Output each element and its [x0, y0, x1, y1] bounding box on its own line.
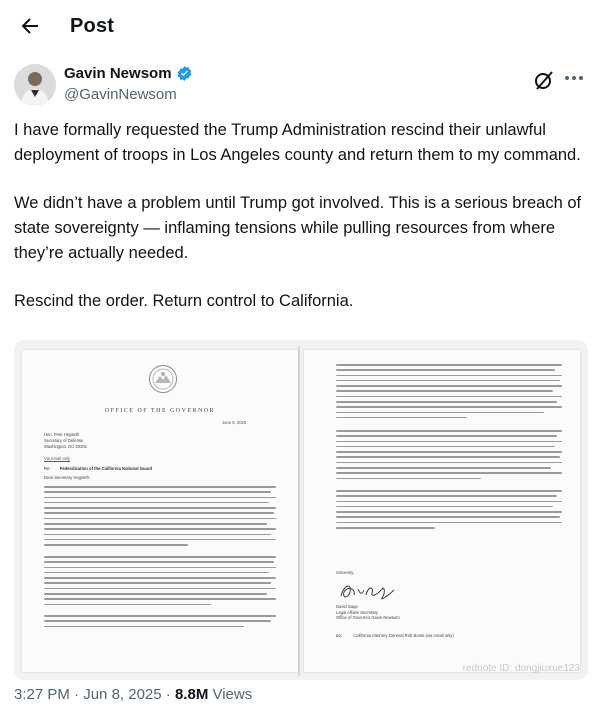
letter-date: June 8, 2025 [222, 420, 247, 425]
subject-text: Federalization of the California National Guard [59, 466, 153, 471]
signer-line: Legal Affairs Secretary [336, 609, 379, 615]
letter-body-text [336, 490, 562, 532]
tweet-paragraph: I have formally requested the Trump Administration rescind their unlawful deployment of troops in Los Angeles county and return them to my command. [14, 121, 581, 164]
letter-body-text [336, 430, 562, 483]
letter-body-text [44, 615, 276, 631]
post-date[interactable]: Jun 8, 2025 [83, 686, 162, 703]
letter-closing: Sincerely, [336, 570, 355, 575]
meta-separator: · [161, 686, 175, 703]
tweet-text [14, 118, 588, 337]
author-name[interactable]: Gavin Newsom [64, 65, 172, 82]
author-handle[interactable]: @GavinNewsom [64, 86, 177, 103]
attached-image[interactable] [14, 340, 588, 680]
tweet-paragraph: Rescind the order. Return control to California. [14, 292, 354, 310]
address-line: Hon. Pete Hegseth [44, 432, 80, 437]
grok-icon[interactable] [532, 68, 556, 92]
letter-body-text [44, 486, 276, 550]
state-seal-icon [148, 364, 178, 394]
author-row [14, 64, 584, 112]
watermark: rednote ID: dongjiuxue123 [462, 663, 580, 674]
letter-page-2 [304, 350, 580, 672]
letter-page-1 [22, 350, 298, 672]
via-email-note: Via email only [44, 456, 70, 461]
letter-body-text [44, 556, 276, 609]
top-bar [0, 0, 598, 56]
post-meta [14, 686, 252, 703]
cc-text: California Attorney General Rob Bonta (via email only) [353, 633, 454, 638]
verified-badge-icon [176, 65, 193, 82]
cc-line [336, 633, 454, 638]
page-title: Post [70, 15, 115, 37]
letter-address [44, 432, 87, 450]
more-options-icon[interactable] [564, 75, 584, 81]
letterhead-office: OFFICE OF THE GOVERNOR [104, 408, 216, 414]
author-name-row [64, 65, 193, 82]
subject-label: Re: [44, 466, 51, 471]
signer-line: Office of Governor Gavin Newsom [336, 615, 400, 621]
letter-subject [44, 466, 152, 471]
views-count[interactable]: 8.8M [174, 686, 209, 703]
views-label: Views [208, 686, 253, 703]
meta-separator: · [69, 686, 84, 703]
signer-line: David Sapp [336, 604, 358, 609]
address-line: Secretary of Defense [44, 438, 84, 443]
avatar[interactable] [14, 64, 56, 106]
letter-salutation: Dear Secretary Hegseth: [44, 475, 91, 480]
back-arrow-icon[interactable] [18, 14, 42, 38]
address-line: Washington, DC 20301 [44, 444, 88, 449]
cc-label: cc: [336, 633, 343, 638]
post-time[interactable]: 3:27 PM [14, 686, 70, 703]
signer-block [336, 604, 400, 621]
tweet-paragraph: We didn’t have a problem until Trump got involved. This is a serious breach of state sovereignty — inflaming tensions while pulling resources from where they’re actually needed. [14, 194, 582, 262]
letter-body-text [336, 364, 562, 422]
signature [338, 580, 398, 602]
page-fold [298, 346, 300, 676]
